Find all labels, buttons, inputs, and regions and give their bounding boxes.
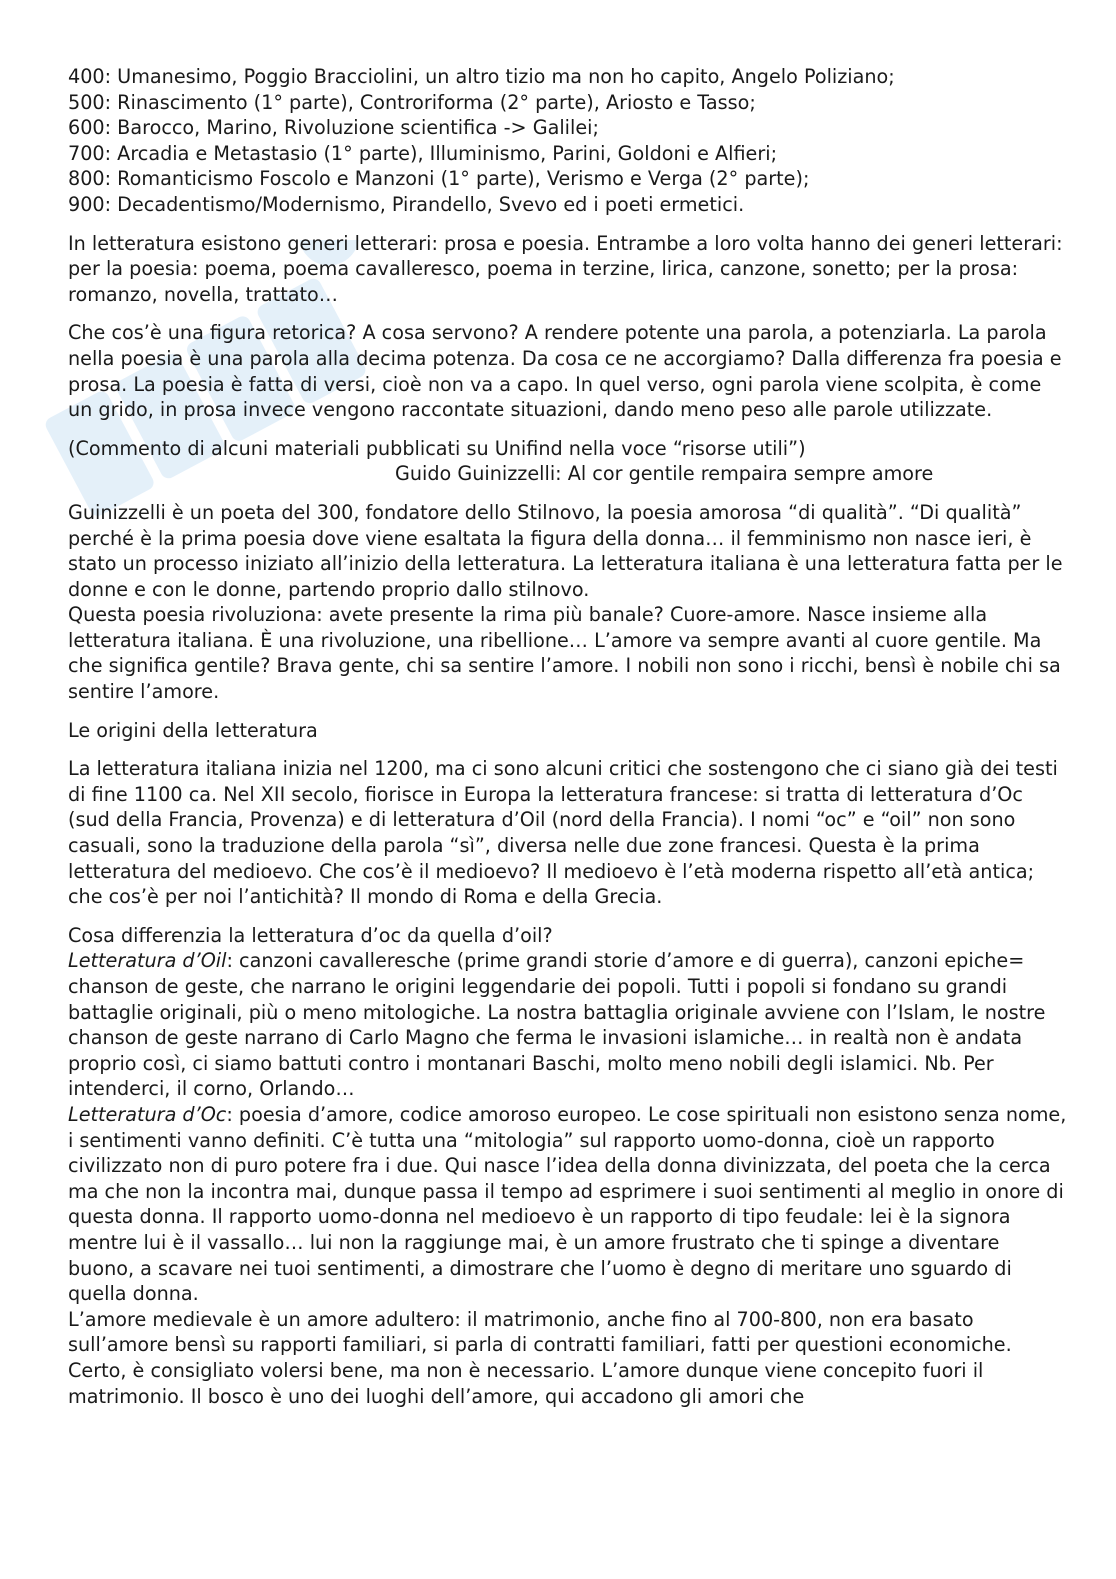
paragraph-generi: In letteratura esistono generi letterari: prosa e poesia. Entrambe a loro volta hanno dei generi letterari: per la poesia: poema, poema cavalleresco, poema in terzine, lirica, canzone, sonetto; per la prosa: romanzo, novella, trattato… <box>68 231 1063 306</box>
paragraph-guinizzelli-1: Guinizzelli è un poeta del 300, fondatore dello Stilnovo, la poesia amorosa “di qualità”. “Di qualità” perché è la prima poesia dove viene esaltata la figura della donna… il femminismo non nasce ieri, è stato un processo iniziato all’inizio della letteratura. La letteratura italiana è una letteratura fatta per le donne e con le donne, partendo proprio dallo stilnovo. <box>68 500 1063 601</box>
label-oil: Letteratura d’Oil <box>68 949 227 973</box>
paragraph-figura-retorica: Che cos’è una figura retorica? A cosa servono? A rendere potente una parola, a potenziarla. La parola nella poesia è una parola alla decima potenza. Da cosa ce ne accorgiamo? Dalla differenza fra poesia e prosa. La poesia è fatta di versi, cioè non va a capo. In quel verso, ogni parola viene scolpita, è come un grido, in prosa invece vengono raccontate situazioni, dando meno peso alle parole utilizzate. <box>68 321 1062 422</box>
label-oc: Letteratura d’Oc <box>68 1102 227 1126</box>
text-oil: : canzoni cavalleresche (prime grandi storie d’amore e di guerra), canzoni epiche= chanson de geste, che narrano le origini leggendarie dei popoli. Tutti i popoli si fondano su grandi battaglie originali, più o meno mitologiche. La nostra battaglia originale avviene con l’Islam, le nostre chanson de geste narrano di Carlo Magno che ferma le invasioni islamiche… in realtà non è andata proprio così, ci siamo battuti contro i montanari Baschi, molto meno nobili degli islamici. Nb. Per intenderci, il corno, Orlando… <box>68 949 1046 1101</box>
timeline-list <box>68 64 1068 218</box>
timeline-line: 400: Umanesimo, Poggio Bracciolini, un altro tizio ma non ho capito, Angelo Poliziano; <box>68 65 895 88</box>
timeline-line: 600: Barocco, Marino, Rivoluzione scientifica -> Galilei; <box>68 116 599 140</box>
document-page <box>68 64 1068 1409</box>
paragraph-amore-medievale: L’amore medievale è un amore adultero: il matrimonio, anche fino al 700-800, non era basato sull’amore bensì su rapporti familiari, si parla di contratti familiari, fatti per questioni economiche. Certo, è consigliato volersi bene, ma non è necessario. L’amore dunque viene concepito fuori il matrimonio. Il bosco è uno dei luoghi dell’amore, qui accadono gli amori che <box>68 1307 1012 1408</box>
timeline-line: 500: Rinascimento (1° parte), Controriforma (2° parte), Ariosto e Tasso; <box>68 90 756 114</box>
heading-origini: Le origini della letteratura <box>68 718 318 742</box>
paragraph-guinizzelli-2: Questa poesia rivoluziona: avete presente la rima più banale? Cuore-amore. Nasce insieme alla letteratura italiana. È una rivoluzione, una ribellione… L’amore va sempre avanti al cuore gentile. Ma che significa gentile? Brava gente, chi sa sentire l’amore. I nobili non sono i ricchi, bensì è nobile chi sa sentire l’amore. <box>68 603 1061 704</box>
paragraph-oc <box>68 1102 1068 1307</box>
question-differenza: Cosa differenzia la letteratura d’oc da quella d’oil? <box>68 923 553 947</box>
section-title-guinizzelli: Guido Guinizzelli: Al cor gentile rempaira sempre amore <box>395 462 934 486</box>
text-oc: : poesia d’amore, codice amoroso europeo. Le cose spirituali non esistono senza nome, i sentimenti vanno definiti. C’è tutta una “mitologia” sul rapporto uomo-donna, cioè un rapporto civilizzato non di puro potere fra i due. Qui nasce l’idea della donna divinizzata, del poeta che la cerca ma che non la incontra mai, dunque passa il tempo ad esprimere i suoi sentimenti al meglio in onore di questa donna. Il rapporto uomo-donna nel medioevo è un rapporto di tipo feudale: lei è la signora mentre lui è il vassallo… lui non la raggiunge mai, è un amore frustrato che ti spinge a diventare buono, a scavare nei tuoi sentimenti, a dimostrare che l’uomo è degno di meritare uno sguardo di quella donna. <box>68 1102 1067 1306</box>
paragraph-oil <box>68 948 1068 1102</box>
commento-note: (Commento di alcuni materiali pubblicati su Unifind nella voce “risorse utili”) <box>68 436 806 460</box>
timeline-line: 900: Decadentismo/Modernismo, Pirandello, Svevo ed i poeti ermetici. <box>68 192 745 216</box>
timeline-line: 800: Romanticismo Foscolo e Manzoni (1° parte), Verismo e Verga (2° parte); <box>68 167 810 191</box>
timeline-line: 700: Arcadia e Metastasio (1° parte), Illuminismo, Parini, Goldoni e Alfieri; <box>68 141 778 165</box>
paragraph-origini: La letteratura italiana inizia nel 1200, ma ci sono alcuni critici che sostengono che ci siano già dei testi di fine 1100 ca. Nel XII secolo, fiorisce in Europa la letteratura francese: si tratta di letteratura d’Oc (sud della Francia, Provenza) e di letteratura d’Oil (nord della Francia). I nomi “oc” e “oil” non sono casuali, sono la traduzione della parola “sì”, diversa nelle due zone francesi. Questa è la prima letteratura del medioevo. Che cos’è il medioevo? Il medioevo è l’età moderna rispetto all’età antica; che cos’è per noi l’antichità? Il mondo di Roma e della Grecia. <box>68 757 1058 909</box>
